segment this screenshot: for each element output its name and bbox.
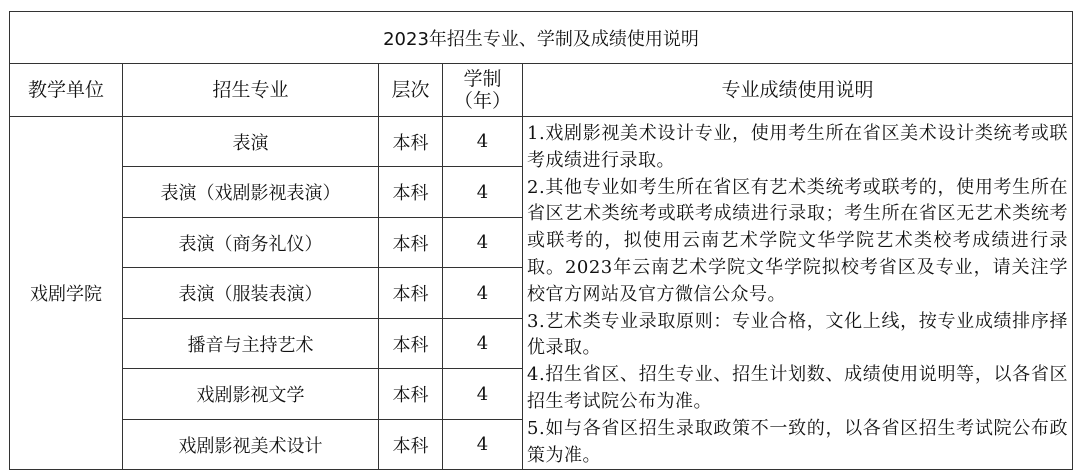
level-cell: 本科 xyxy=(379,419,443,470)
level-cell: 本科 xyxy=(379,318,443,368)
major-cell: 表演（戏剧影视表演） xyxy=(123,167,379,217)
major-cell: 戏剧影视文学 xyxy=(123,369,379,419)
level-cell: 本科 xyxy=(379,217,443,267)
header-level: 层次 xyxy=(379,64,443,117)
years-cell: 4 xyxy=(443,419,523,470)
table-row xyxy=(10,117,1073,167)
major-cell: 表演 xyxy=(123,117,379,167)
header-unit: 教学单位 xyxy=(10,64,123,117)
header-notes: 专业成绩使用说明 xyxy=(523,64,1073,117)
notes-cell xyxy=(523,117,1073,470)
level-cell: 本科 xyxy=(379,117,443,167)
years-cell: 4 xyxy=(443,369,523,419)
note-item: 2.其他专业如考生所在省区有艺术类统考或联考的，使用考生所在省区艺术类统考或联考成绩进行录取；考生所在省区无艺术类统考或联考的，拟使用云南艺术学院文华学院艺术类校考成绩进行录取。2023年云南艺术学院文华学院拟校考省区及专业，请关注学校官方网站及官方微信公众号。 xyxy=(527,176,1069,305)
years-cell: 4 xyxy=(443,217,523,267)
years-cell: 4 xyxy=(443,268,523,318)
teaching-unit: 戏剧学院 xyxy=(10,117,123,470)
note-item: 4.招生省区、招生专业、招生计划数、成绩使用说明等，以各省区招生考试院公布为准。 xyxy=(527,364,1069,412)
note-item: 1.戏剧影视美术设计专业，使用考生所在省区美术设计类统考或联考成绩进行录取。 xyxy=(527,123,1069,171)
note-item: 3.艺术类专业录取原则：专业合格，文化上线，按专业成绩排序择优录取。 xyxy=(527,310,1069,359)
major-cell: 戏剧影视美术设计 xyxy=(123,419,379,470)
header-years-line1: 学制 xyxy=(463,68,502,90)
header-years xyxy=(443,64,523,117)
years-cell: 4 xyxy=(443,117,523,167)
major-cell: 播音与主持艺术 xyxy=(123,318,379,368)
level-cell: 本科 xyxy=(379,167,443,217)
level-cell: 本科 xyxy=(379,369,443,419)
years-cell: 4 xyxy=(443,318,523,368)
level-cell: 本科 xyxy=(379,268,443,318)
years-cell: 4 xyxy=(443,167,523,217)
admission-table xyxy=(9,11,1073,470)
header-years-line2: （年） xyxy=(453,90,511,112)
table-title: 2023年招生专业、学制及成绩使用说明 xyxy=(10,12,1073,64)
header-major: 招生专业 xyxy=(123,64,379,117)
major-cell: 表演（商务礼仪） xyxy=(123,217,379,267)
major-cell: 表演（服装表演） xyxy=(123,268,379,318)
note-item: 5.如与各省区招生录取政策不一致的，以各省区招生考试院公布政策为准。 xyxy=(527,417,1069,466)
